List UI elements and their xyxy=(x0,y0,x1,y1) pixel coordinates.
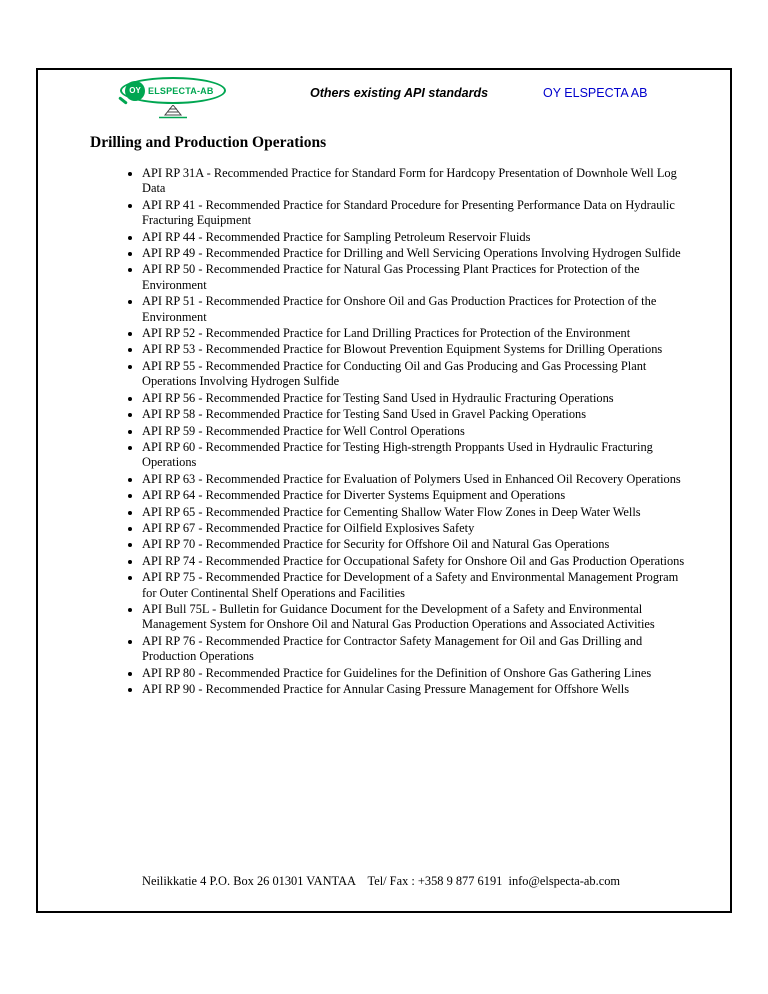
standard-item: • API RP 44 - Recommended Practice for Sampling Petroleum Reservoir Fluids xyxy=(142,230,694,245)
standard-item: • API RP 80 - Recommended Practice for Guidelines for the Definition of Onshore Gas Gathering Lines xyxy=(142,666,694,681)
logo-oval xyxy=(120,77,226,104)
standard-item: • API RP 50 - Recommended Practice for Natural Gas Processing Plant Practices for Protection of the Environment xyxy=(142,262,694,293)
magnifier-handle-icon xyxy=(118,96,128,105)
logo-brand-text: ELSPECTA-AB xyxy=(148,85,214,96)
standard-item: • API RP 90 - Recommended Practice for Annular Casing Pressure Management for Offshore Wells xyxy=(142,682,694,697)
standard-item: • API RP 74 - Recommended Practice for Occupational Safety for Onshore Oil and Gas Production Operations xyxy=(142,554,694,569)
standard-item: • API RP 55 - Recommended Practice for Conducting Oil and Gas Producing and Gas Processing Plant Operations Involving Hydrogen Sulfide xyxy=(142,359,694,390)
standard-item: • API RP 49 - Recommended Practice for Drilling and Well Servicing Operations Involving Hydrogen Sulfide xyxy=(142,246,694,261)
standard-item: • API RP 41 - Recommended Practice for Standard Procedure for Presenting Performance Data on Hydraulic Fracturing Equipment xyxy=(142,198,694,229)
standard-item: • API RP 60 - Recommended Practice for Testing High-strength Proppants Used in Hydraulic Fracturing Operations xyxy=(142,440,694,471)
footer-contact-line: Neilikkatie 4 P.O. Box 26 01301 VANTAA Tel/ Fax : +358 9 877 6191 info@elspecta-ab.com xyxy=(142,874,621,888)
standard-item: • API Bull 75L - Bulletin for Guidance Document for the Development of a Safety and Environmental Management System for Onshore Oil and Natural Gas Production Operations and Associated Activities xyxy=(142,602,694,633)
page-header xyxy=(38,70,730,126)
standard-item: • API RP 76 - Recommended Practice for Contractor Safety Management for Oil and Gas Drilling and Production Operations xyxy=(142,634,694,665)
standard-item: • API RP 52 - Recommended Practice for Land Drilling Practices for Protection of the Environment xyxy=(142,326,694,341)
standard-item: • API RP 70 - Recommended Practice for Security for Offshore Oil and Natural Gas Operations xyxy=(142,537,694,552)
standard-item: • API RP 58 - Recommended Practice for Testing Sand Used in Gravel Packing Operations xyxy=(142,407,694,422)
standard-item: • API RP 31A - Recommended Practice for Standard Form for Hardcopy Presentation of Downhole Well Log Data xyxy=(142,166,694,197)
standard-item: • API RP 65 - Recommended Practice for Cementing Shallow Water Flow Zones in Deep Water Wells xyxy=(142,505,694,520)
header-center-title: Others existing API standards xyxy=(310,86,489,100)
company-logo xyxy=(120,77,240,119)
magnifier-lens-icon xyxy=(125,81,145,101)
logo-emblem xyxy=(120,105,226,119)
logo-oy-text: OY xyxy=(129,86,141,95)
header-company-name: OY ELSPECTA AB xyxy=(543,86,648,100)
section-title: Drilling and Production Operations xyxy=(90,134,327,151)
standard-item: • API RP 56 - Recommended Practice for Testing Sand Used in Hydraulic Fracturing Operations xyxy=(142,391,694,406)
standard-item: • API RP 64 - Recommended Practice for Diverter Systems Equipment and Operations xyxy=(142,488,694,503)
standard-item: • API RP 53 - Recommended Practice for Blowout Prevention Equipment Systems for Drilling Operations xyxy=(142,342,694,357)
standard-item: • API RP 59 - Recommended Practice for Well Control Operations xyxy=(142,424,694,439)
standard-item: • API RP 51 - Recommended Practice for Onshore Oil and Gas Production Practices for Protection of the Environment xyxy=(142,294,694,325)
standards-list xyxy=(38,166,730,697)
standard-item: • API RP 67 - Recommended Practice for Oilfield Explosives Safety xyxy=(142,521,694,536)
page-border xyxy=(36,68,732,913)
tree-emblem-icon xyxy=(155,105,191,119)
standard-item: • API RP 75 - Recommended Practice for Development of a Safety and Environmental Management Program for Outer Continental Shelf Operations and Facilities xyxy=(142,570,694,601)
standard-item: • API RP 63 - Recommended Practice for Evaluation of Polymers Used in Enhanced Oil Recovery Operations xyxy=(142,472,694,487)
